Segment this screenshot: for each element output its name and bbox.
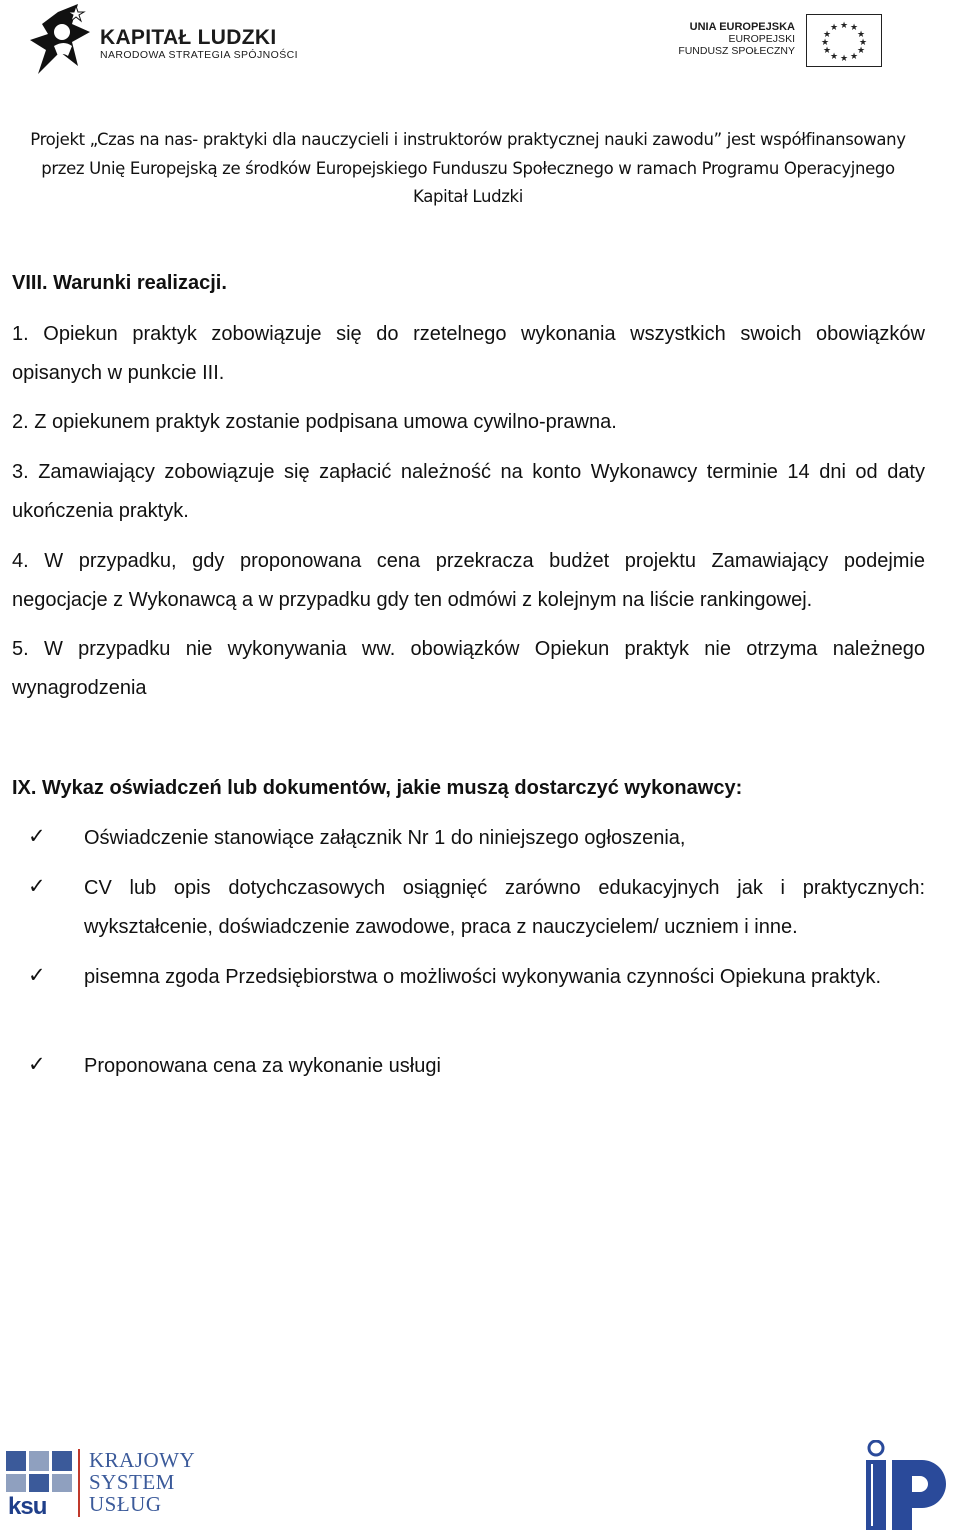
- section-8-item-2: 2. Z opiekunem praktyk zostanie podpisana umowa cywilno-prawna.: [12, 411, 617, 433]
- section-9-item-3: pisemna zgoda Przedsiębiorstwa o możliwości wykonywania czynności Opiekuna praktyk.: [84, 966, 882, 988]
- ksu-line-1: KRAJOWY: [89, 1448, 196, 1472]
- section-8-heading: VIII. Warunki realizacji.: [12, 272, 227, 294]
- project-funding-note: [10, 126, 926, 212]
- section-8-item-4: 4. W przypadku, gdy proponowana cena przekracza budżet projektu Zamawiający podejmie negocjacje z Wykonawcą a w przypadku gdy ten odmówi z kolejnym na liście rankingowej.: [12, 550, 925, 611]
- section-9-item-4: Proponowana cena za wykonanie usługi: [84, 1055, 441, 1077]
- section-9-item-2: CV lub opis dotychczasowych osiągnięć zarówno edukacyjnych jak i praktycznych: wykształcenie, doświadczenie zawodowe, praca z nauczycielem/ uczniem i inne.: [84, 877, 925, 938]
- svg-text:★: ★: [822, 46, 832, 56]
- ksu-line-2: SYSTEM: [89, 1470, 175, 1494]
- section-8-item-5: 5. W przypadku nie wykonywania ww. obowiązków Opiekun praktyk nie otrzyma należnego wynagrodzenia: [12, 638, 925, 699]
- svg-text:★: ★: [829, 52, 839, 62]
- eu-line-1: UNIA EUROPEJSKA: [689, 21, 795, 33]
- kapital-ludzki-emblem-icon: [28, 2, 98, 82]
- svg-text:★: ★: [839, 21, 849, 31]
- eu-line-3: FUNDUSZ SPOŁECZNY: [678, 45, 795, 57]
- checkmark-icon: ✓: [28, 1052, 46, 1076]
- eu-line-2: EUROPEJSKI: [728, 33, 795, 45]
- section-8-item-3: 3. Zamawiający zobowiązuje się zapłacić należność na konto Wykonawcy terminie 14 dni od daty ukończenia praktyk.: [12, 461, 925, 522]
- project-note-line-1: Projekt „Czas na nas- praktyki dla nauczycieli i instruktorów praktycznej nauki zawodu” jest współfinansowany: [30, 130, 906, 149]
- checkmark-icon: ✓: [28, 874, 46, 898]
- svg-text:★: ★: [856, 30, 866, 40]
- svg-text:★: ★: [849, 52, 859, 62]
- ksu-words: [89, 1449, 195, 1515]
- kapital-ludzki-title: KAPITAŁ LUDZKI: [100, 26, 277, 49]
- eu-flag-icon: [806, 14, 882, 67]
- project-note-line-2: przez Unię Europejską ze środków Europejskiego Funduszu Społecznego w ramach Programu Operacyjnego: [41, 158, 895, 178]
- section-9-heading: IX. Wykaz oświadczeń lub dokumentów, jakie muszą dostarczyć wykonawcy:: [12, 777, 743, 799]
- svg-text:★: ★: [839, 54, 849, 64]
- kapital-ludzki-subtitle: NARODOWA STRATEGIA SPÓJNOŚCI: [100, 49, 298, 61]
- section-9-item-1: Oświadczenie stanowiące załącznik Nr 1 do niniejszego ogłoszenia,: [84, 827, 686, 849]
- svg-text:★: ★: [849, 23, 859, 33]
- eu-label: [678, 21, 795, 57]
- rp-logo-icon: [862, 1440, 958, 1532]
- checkmark-icon: ✓: [28, 963, 46, 987]
- svg-text:★: ★: [856, 46, 866, 56]
- rp-logo: [862, 1440, 958, 1532]
- checkmark-icon: ✓: [28, 824, 46, 848]
- svg-text:★: ★: [829, 23, 839, 33]
- section-8-item-1: 1. Opiekun praktyk zobowiązuje się do rzetelnego wykonania wszystkich swoich obowiązków opisanych w punkcie III.: [12, 323, 925, 384]
- ksu-mark: ksu: [8, 1493, 47, 1520]
- svg-text:★: ★: [820, 38, 830, 48]
- ksu-line-3: USŁUG: [89, 1492, 162, 1516]
- svg-text:★: ★: [858, 38, 868, 48]
- project-note-line-3: Kapitał Ludzki: [413, 187, 523, 206]
- svg-text:★: ★: [822, 30, 832, 40]
